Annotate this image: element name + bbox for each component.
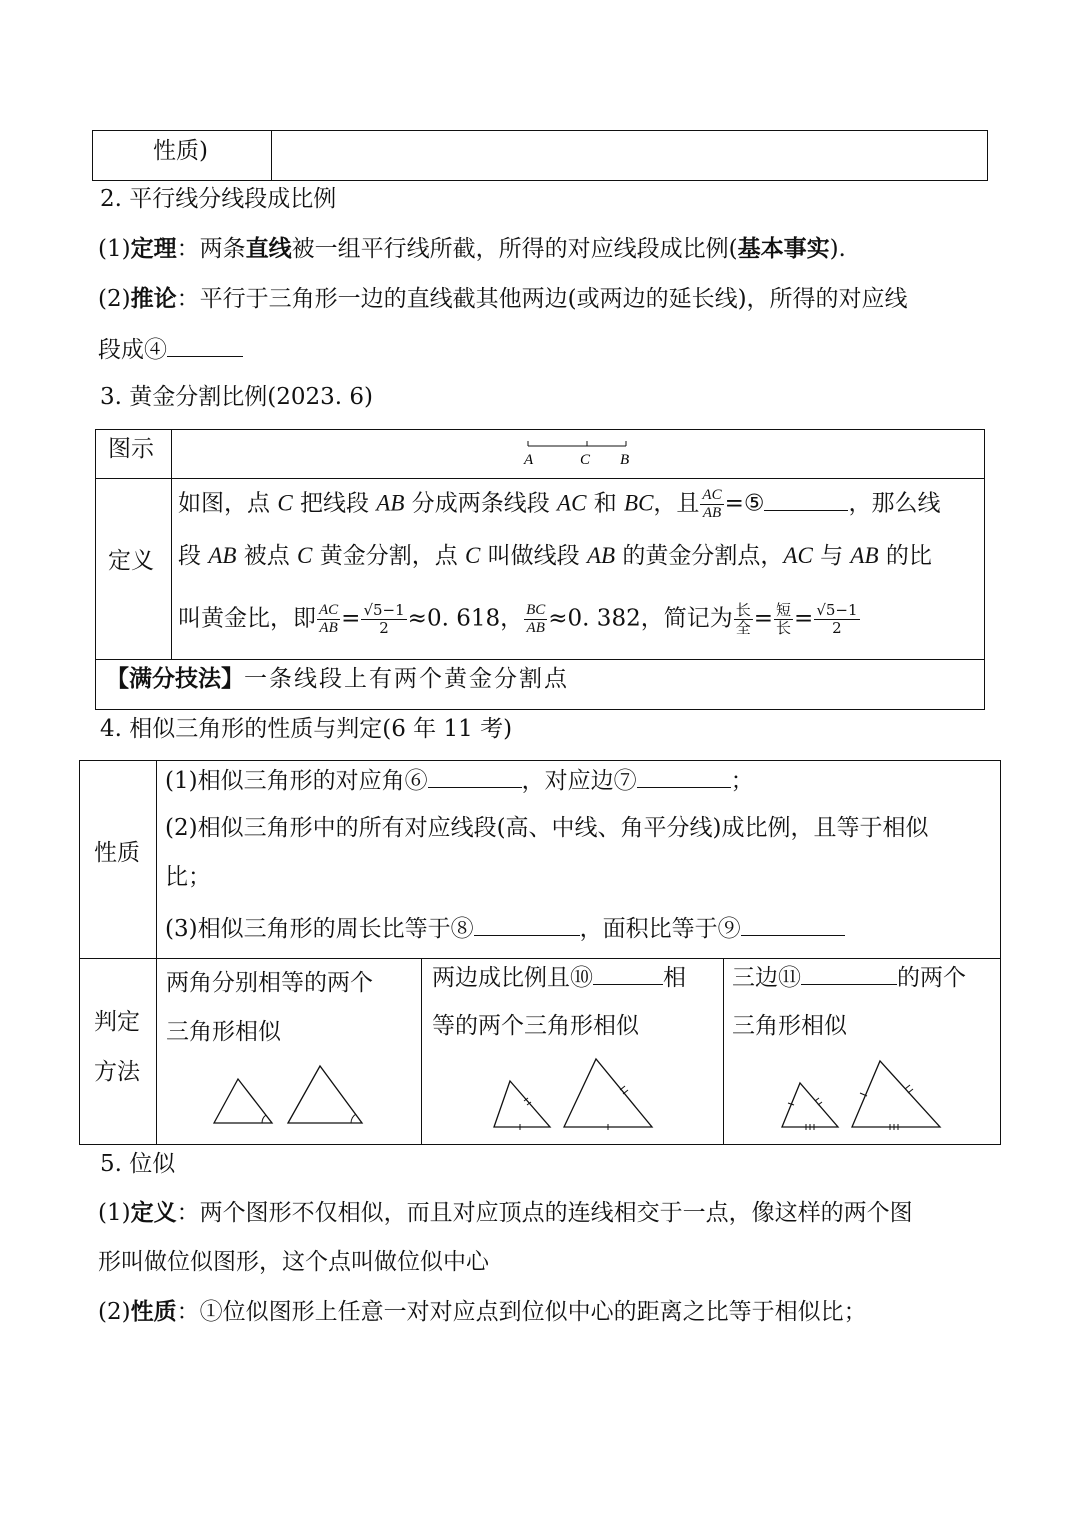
criterion-3-line-1: 三边⑪ 的两个 [732,962,966,992]
criterion-3-line-2: 三角形相似 [732,1013,847,1039]
blank-11[interactable] [801,962,897,985]
criterion-2-figure [480,1051,670,1131]
blank-6[interactable] [428,765,522,788]
definition-line-3: 叫黄金比，即 $\frac{AC}{AB}$ = $\frac{√5-1}{2}$ ≈0. 618， $\frac{BC}{AB}$ ≈0. 382，简记为 $\frac{\text{长}}{\text{全}}$ = $\frac{\text{短}}{\text{长}}$ = $\frac{√5-1}{2}$ [178,601,858,637]
properties-label: 性质 [94,840,140,866]
section-5-definition: (1)定义：两个图形不仅相似，而且对应顶点的连线相交于一点，像这样的两个图 [98,1199,913,1226]
property-3: (3)相似三角形的周长比等于⑧ ，面积比等于⑨ [165,913,845,943]
triangle-large [288,1066,362,1123]
section-2-corollary-line2: 段成④ [98,334,243,364]
criteria-label-2: 方法 [94,1059,140,1085]
section-3-heading: 3. 黄金分割比例(2023. 6) [100,384,374,410]
section-4-heading: 4. 相似三角形的性质与判定(6 年 11 考) [100,716,513,742]
criterion-1-line-1: 两角分别相等的两个 [166,970,373,996]
blank-9[interactable] [741,913,845,936]
tick-mark [815,1098,819,1101]
section-2-heading: 2. 平行线分线段成比例 [100,186,337,212]
point-c-label: C [580,452,591,468]
definition-line-1: 如图，点 C 把线段 AB 分成两条线段 AC 和 BC，且 $\frac{AC}{AB}$ =⑤ ，那么线 [178,487,941,521]
triangle-small [214,1079,272,1123]
triangle-large [852,1061,940,1127]
criterion-2-line-1: 两边成比例且⑩ 相 [432,962,686,992]
angle-mark [262,1115,266,1123]
point-a-label: A [524,452,534,468]
triangle-small [782,1083,838,1127]
property-2-line-2: 比； [165,864,211,890]
criterion-1-figure [200,1061,380,1131]
angle-mark [351,1114,356,1123]
property-2-line-1: (2)相似三角形中的所有对应线段(高、中线、角平分线)成比例，且等于相似 [165,815,929,841]
tick-mark [818,1102,822,1105]
criterion-2-line-2: 等的两个三角形相似 [432,1013,639,1039]
section-2-corollary: (2)推论：平行于三角形一边的直线截其他两边(或两边的延长线)，所得的对应线 [98,285,908,312]
tip-row: 【满分技法】一条线段上有两个黄金分割点 [106,665,569,692]
section-5-heading: 5. 位似 [100,1151,176,1177]
criteria-label-1: 判定 [94,1009,140,1035]
section-5-definition-line2: 形叫做位似图形，这个点叫做位似中心 [98,1249,489,1275]
section-2-theorem: (1)定理：两条直线被一组平行线所截，所得的对应线段成比例(基本事实). [98,235,846,262]
blank-7[interactable] [637,765,731,788]
top-table [92,130,988,181]
triangle-small [494,1081,550,1127]
definition-label: 定义 [108,548,154,574]
criterion-3-figure [772,1051,972,1131]
blank-4[interactable] [167,334,243,357]
criterion-1-line-2: 三角形相似 [166,1019,281,1045]
blank-8[interactable] [474,913,580,936]
section-5-property: (2)性质：①位似图形上任意一对对应点到位似中心的距离之比等于相似比； [98,1298,867,1325]
similar-triangles-table [79,760,1001,1145]
golden-ratio-table [95,429,985,710]
definition-line-2: 段 AB 被点 C 黄金分割，点 C 叫做线段 AB 的黄金分割点，AC 与 AB 的比 [178,543,932,569]
triangle-large [564,1059,652,1127]
property-1: (1)相似三角形的对应角⑥ ，对应边⑦ ； [165,765,754,795]
blank-10[interactable] [593,962,663,985]
tick-mark [620,1086,625,1090]
top-table-label: 性质) [153,138,208,164]
point-b-label: B [620,452,630,468]
tick-mark [905,1085,910,1089]
diagram-label: 图示 [108,436,154,462]
blank-5[interactable] [764,488,848,511]
tick-mark [908,1089,913,1093]
golden-section-diagram [516,434,636,476]
